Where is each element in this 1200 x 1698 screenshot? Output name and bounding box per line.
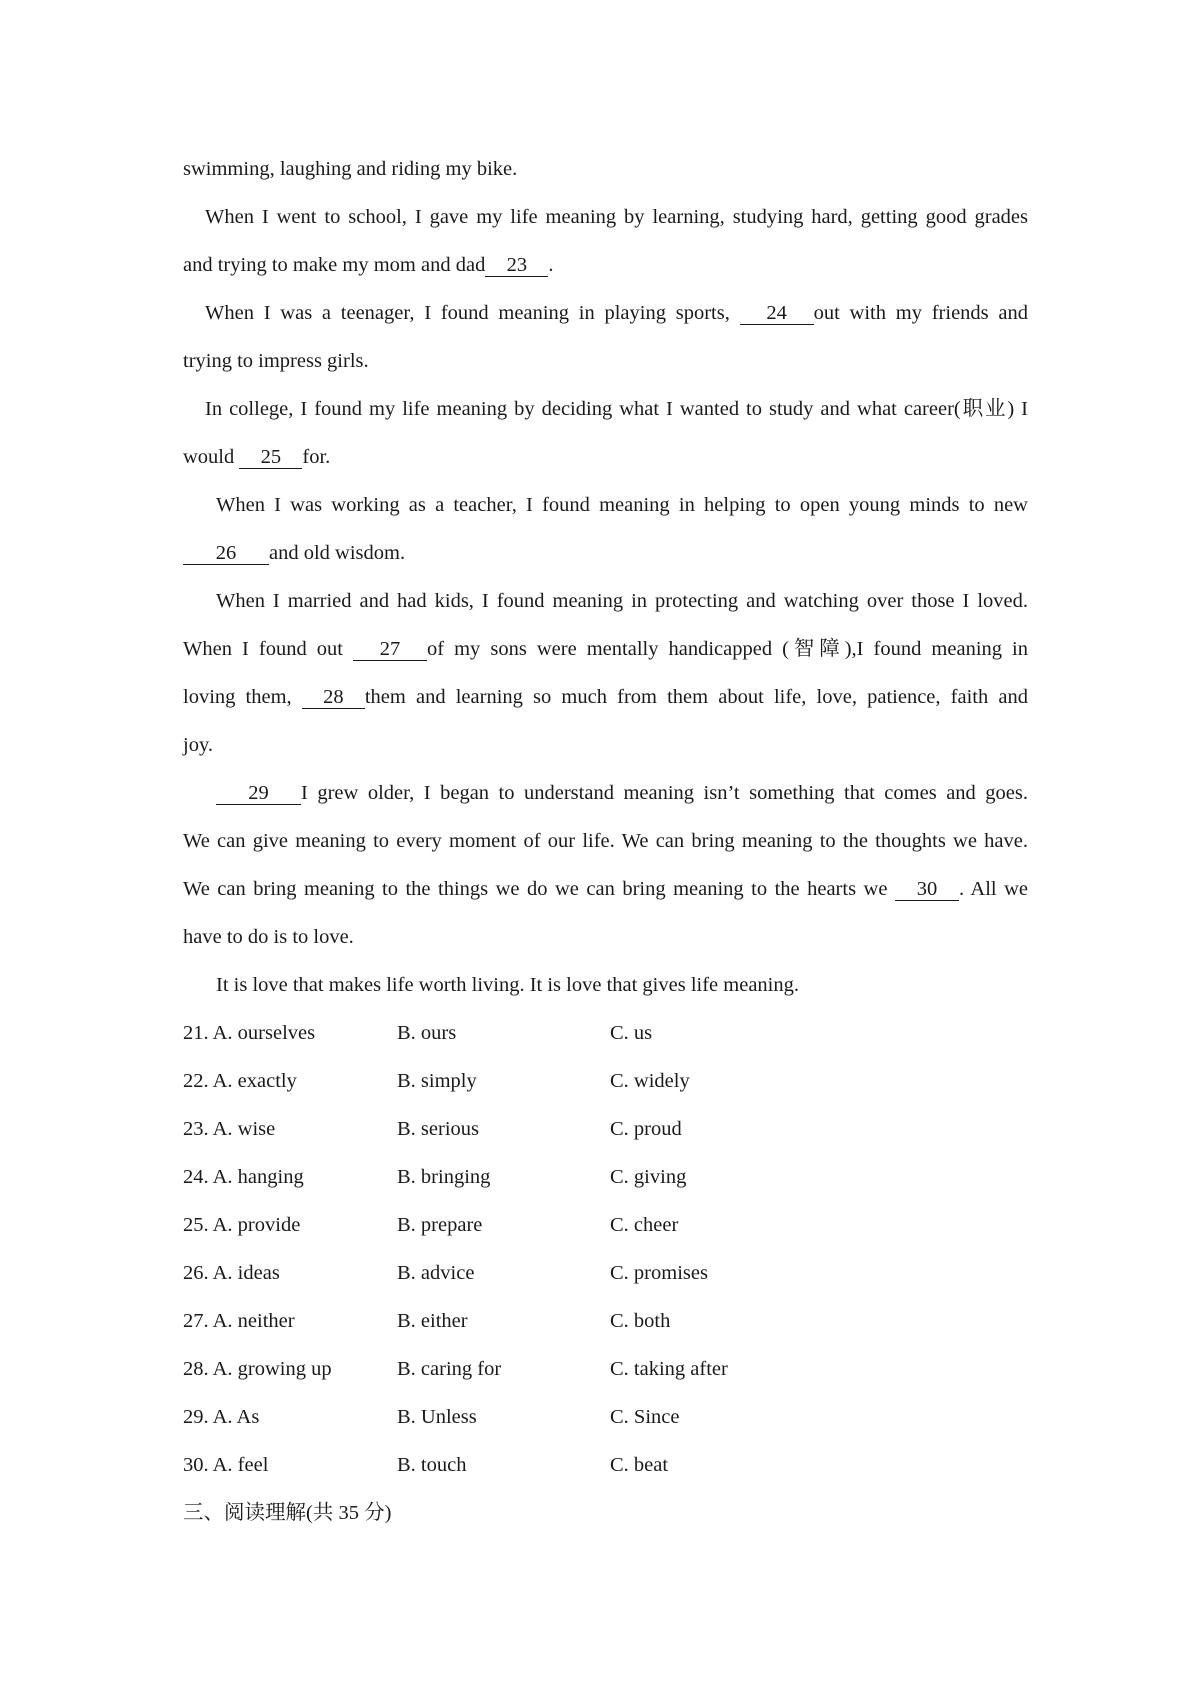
option-a[interactable]: 27. A. neither <box>183 1310 295 1332</box>
passage-text: loving them, <box>183 686 292 708</box>
blank-25[interactable]: 25 <box>239 446 302 469</box>
passage-text: When I married and had kids, I found meaning in protecting and watching over those I loved. <box>216 590 1028 612</box>
passage-line <box>183 443 1028 471</box>
blank-29[interactable]: 29 <box>216 782 301 805</box>
passage-line <box>183 683 1028 711</box>
option-c[interactable]: C. giving <box>610 1166 687 1188</box>
option-a[interactable]: 25. A. provide <box>183 1214 301 1236</box>
option-b[interactable]: B. simply <box>397 1070 477 1092</box>
section-heading-text: 三、阅读理解(共 35 分) <box>183 1502 392 1524</box>
option-c[interactable]: C. proud <box>610 1118 682 1140</box>
option-b[interactable]: B. either <box>397 1310 468 1332</box>
option-b[interactable]: B. bringing <box>397 1166 491 1188</box>
passage-text: joy. <box>183 734 213 756</box>
passage-text: . <box>548 254 554 276</box>
passage-text: We can give meaning to every moment of our life. We can bring meaning to the thoughts we have. <box>183 830 1028 852</box>
option-c[interactable]: C. widely <box>610 1070 690 1092</box>
passage-text: It is love that makes life worth living. It is love that gives life meaning. <box>216 974 799 996</box>
option-a[interactable]: 28. A. growing up <box>183 1358 332 1380</box>
option-b[interactable]: B. advice <box>397 1262 475 1284</box>
option-a[interactable]: 23. A. wise <box>183 1118 276 1140</box>
passage-text: We can bring meaning to the things we do we can bring meaning to the hearts we <box>183 878 888 900</box>
blank-30[interactable]: 30 <box>895 878 959 901</box>
option-b[interactable]: B. serious <box>397 1118 479 1140</box>
blank-24[interactable]: 24 <box>740 302 814 325</box>
passage-text: have to do is to love. <box>183 926 354 948</box>
passage-text: swimming, laughing and riding my bike. <box>183 158 518 180</box>
passage-text: trying to impress girls. <box>183 350 369 372</box>
passage-text: out with my friends and <box>813 302 1028 324</box>
passage-text: When I was working as a teacher, I found meaning in helping to open young minds to new <box>216 494 1028 516</box>
passage-text: for. <box>302 446 331 468</box>
option-c[interactable]: C. both <box>610 1310 671 1332</box>
option-a[interactable]: 21. A. ourselves <box>183 1022 316 1044</box>
passage-text: . All we <box>958 878 1029 900</box>
blank-26[interactable]: 26 <box>183 542 269 565</box>
passage-line <box>183 923 1028 951</box>
blank-27[interactable]: 27 <box>353 638 427 661</box>
passage-text: would <box>183 446 235 468</box>
passage-text: In college, I found my life meaning by deciding what I wanted to study and what career(职业) I <box>205 398 1028 420</box>
passage-line <box>183 779 1028 807</box>
option-b[interactable]: B. prepare <box>397 1214 483 1236</box>
section-heading <box>183 1499 1028 1527</box>
passage-line <box>183 251 1028 279</box>
option-a[interactable]: 24. A. hanging <box>183 1166 304 1188</box>
option-c[interactable]: C. promises <box>610 1262 708 1284</box>
passage-text: of my sons were mentally handicapped (智障),I found meaning in <box>426 638 1029 660</box>
passage-text: When I went to school, I gave my life meaning by learning, studying hard, getting good grades <box>205 206 1028 228</box>
option-a[interactable]: 30. A. feel <box>183 1454 269 1476</box>
option-c[interactable]: C. beat <box>610 1454 669 1476</box>
option-a[interactable]: 22. A. exactly <box>183 1070 297 1092</box>
passage-line <box>183 395 1028 423</box>
option-b[interactable]: B. Unless <box>397 1406 477 1428</box>
passage-line <box>183 539 1028 567</box>
passage-line <box>183 347 1028 375</box>
option-a[interactable]: 29. A. As <box>183 1406 260 1428</box>
option-a[interactable]: 26. A. ideas <box>183 1262 280 1284</box>
option-c[interactable]: C. us <box>610 1022 653 1044</box>
blank-23[interactable]: 23 <box>485 254 548 277</box>
passage-line <box>183 155 1028 183</box>
passage-line <box>183 587 1028 615</box>
passage-line <box>183 875 1028 903</box>
blank-28[interactable]: 28 <box>302 686 365 709</box>
passage-line <box>183 299 1028 327</box>
option-b[interactable]: B. caring for <box>397 1358 502 1380</box>
passage-text: and trying to make my mom and dad <box>183 254 486 276</box>
option-b[interactable]: B. touch <box>397 1454 467 1476</box>
passage-line <box>183 635 1028 663</box>
passage-text: I grew older, I began to understand meaning isn’t something that comes and goes. <box>301 782 1028 804</box>
passage-text: them and learning so much from them about life, love, patience, faith and <box>364 686 1028 708</box>
passage-text: When I found out <box>183 638 343 660</box>
passage-line <box>183 731 1028 759</box>
option-c[interactable]: C. cheer <box>610 1214 679 1236</box>
passage-line <box>183 203 1028 231</box>
passage-text: When I was a teenager, I found meaning in playing sports, <box>205 302 730 324</box>
option-c[interactable]: C. taking after <box>610 1358 728 1380</box>
passage-line <box>183 971 1028 999</box>
passage-text: and old wisdom. <box>269 542 406 564</box>
option-c[interactable]: C. Since <box>610 1406 680 1428</box>
option-b[interactable]: B. ours <box>397 1022 457 1044</box>
passage-line <box>183 491 1028 519</box>
passage-line <box>183 827 1028 855</box>
